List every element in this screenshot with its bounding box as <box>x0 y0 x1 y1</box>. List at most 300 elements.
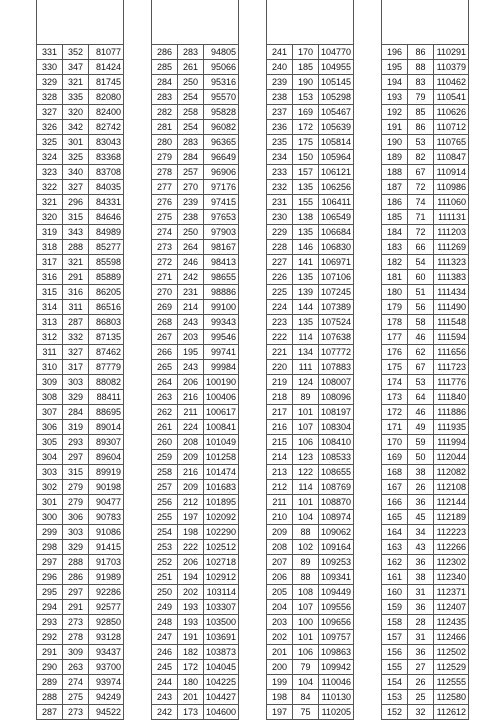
score-cell: 319 <box>37 225 63 240</box>
count-cell: 325 <box>63 150 89 165</box>
table-row <box>382 555 469 570</box>
cumulative-cell: 108655 <box>319 465 354 480</box>
cumulative-cell: 105639 <box>319 120 354 135</box>
score-cell: 215 <box>267 435 293 450</box>
table-row <box>267 165 354 180</box>
cumulative-cell: 111131 <box>434 210 469 225</box>
count-cell: 297 <box>63 585 89 600</box>
cumulative-cell: 93700 <box>89 660 124 675</box>
score-cell: 326 <box>37 120 63 135</box>
score-cell: 167 <box>382 480 408 495</box>
cumulative-cell: 89604 <box>89 450 124 465</box>
table-row <box>37 480 124 495</box>
table-row <box>267 360 354 375</box>
score-cell: 330 <box>37 60 63 75</box>
score-cell: 317 <box>37 255 63 270</box>
cumulative-cell: 112466 <box>434 630 469 645</box>
score-cell: 242 <box>152 705 178 720</box>
table-row <box>152 60 239 75</box>
score-cell: 177 <box>382 330 408 345</box>
table-row <box>152 450 239 465</box>
table-row <box>37 300 124 315</box>
table-row <box>382 45 469 60</box>
cumulative-cell: 99984 <box>204 360 239 375</box>
table-row <box>37 135 124 150</box>
score-cell: 252 <box>152 555 178 570</box>
count-cell: 170 <box>293 45 319 60</box>
count-cell: 274 <box>63 675 89 690</box>
score-cell: 276 <box>152 195 178 210</box>
table-row <box>37 525 124 540</box>
score-cell: 283 <box>152 90 178 105</box>
cumulative-cell: 97415 <box>204 195 239 210</box>
score-cell: 316 <box>37 270 63 285</box>
score-cell: 286 <box>152 45 178 60</box>
count-cell: 195 <box>178 345 204 360</box>
table-row <box>382 255 469 270</box>
count-cell: 303 <box>63 525 89 540</box>
cumulative-cell: 111548 <box>434 315 469 330</box>
cumulative-cell: 104427 <box>204 690 239 705</box>
score-cell: 331 <box>37 45 63 60</box>
cumulative-cell: 105298 <box>319 90 354 105</box>
table-row <box>267 330 354 345</box>
table-row <box>382 300 469 315</box>
score-cell: 312 <box>37 330 63 345</box>
table-row <box>152 225 239 240</box>
cumulative-cell: 108304 <box>319 420 354 435</box>
table-row <box>37 210 124 225</box>
score-cell: 315 <box>37 285 63 300</box>
count-cell: 352 <box>63 45 89 60</box>
cumulative-cell: 111723 <box>434 360 469 375</box>
count-cell: 320 <box>63 105 89 120</box>
score-table-2 <box>151 44 239 720</box>
count-cell: 347 <box>63 60 89 75</box>
count-cell: 31 <box>408 585 434 600</box>
table-row <box>37 615 124 630</box>
cumulative-cell: 108533 <box>319 450 354 465</box>
cumulative-cell: 111886 <box>434 405 469 420</box>
table-row <box>267 675 354 690</box>
count-cell: 62 <box>408 345 434 360</box>
score-cell: 246 <box>152 645 178 660</box>
table-row <box>267 405 354 420</box>
cumulative-cell: 108870 <box>319 495 354 510</box>
cumulative-cell: 82080 <box>89 90 124 105</box>
score-cell: 270 <box>152 285 178 300</box>
score-cell: 322 <box>37 180 63 195</box>
table-row <box>267 465 354 480</box>
table-row <box>382 165 469 180</box>
count-cell: 86 <box>408 45 434 60</box>
count-cell: 36 <box>408 495 434 510</box>
count-cell: 51 <box>408 285 434 300</box>
cumulative-cell: 88082 <box>89 375 124 390</box>
count-cell: 141 <box>293 255 319 270</box>
count-cell: 216 <box>178 465 204 480</box>
table-row <box>382 405 469 420</box>
count-cell: 231 <box>178 285 204 300</box>
cumulative-cell: 93437 <box>89 645 124 660</box>
count-cell: 45 <box>408 510 434 525</box>
score-cell: 243 <box>152 690 178 705</box>
table-row <box>37 660 124 675</box>
cumulative-cell: 101049 <box>204 435 239 450</box>
score-cell: 229 <box>267 225 293 240</box>
score-cell: 258 <box>152 465 178 480</box>
table-row <box>382 570 469 585</box>
cumulative-cell: 98655 <box>204 270 239 285</box>
count-cell: 332 <box>63 330 89 345</box>
cumulative-cell: 86803 <box>89 315 124 330</box>
count-cell: 329 <box>63 390 89 405</box>
table-row <box>152 300 239 315</box>
table-row <box>152 180 239 195</box>
count-cell: 26 <box>408 480 434 495</box>
count-cell: 53 <box>408 375 434 390</box>
table-row <box>37 225 124 240</box>
count-cell: 286 <box>63 570 89 585</box>
cumulative-cell: 110914 <box>434 165 469 180</box>
count-cell: 107 <box>293 420 319 435</box>
count-cell: 261 <box>178 60 204 75</box>
score-cell: 155 <box>382 660 408 675</box>
cumulative-cell: 108197 <box>319 405 354 420</box>
score-cell: 222 <box>267 330 293 345</box>
table-row <box>382 690 469 705</box>
score-cell: 303 <box>37 465 63 480</box>
count-cell: 278 <box>63 630 89 645</box>
score-cell: 162 <box>382 555 408 570</box>
count-cell: 135 <box>293 315 319 330</box>
count-cell: 150 <box>293 150 319 165</box>
cumulative-cell: 109656 <box>319 615 354 630</box>
cumulative-cell: 89307 <box>89 435 124 450</box>
score-cell: 180 <box>382 285 408 300</box>
count-cell: 134 <box>293 345 319 360</box>
cumulative-cell: 103691 <box>204 630 239 645</box>
score-cell: 163 <box>382 540 408 555</box>
score-cell: 161 <box>382 570 408 585</box>
cumulative-cell: 109942 <box>319 660 354 675</box>
count-cell: 101 <box>293 630 319 645</box>
score-cell: 296 <box>37 570 63 585</box>
table-row <box>382 525 469 540</box>
count-cell: 311 <box>63 300 89 315</box>
cumulative-cell: 88695 <box>89 405 124 420</box>
cumulative-cell: 112580 <box>434 690 469 705</box>
count-cell: 273 <box>63 615 89 630</box>
cumulative-cell: 91989 <box>89 570 124 585</box>
cumulative-cell: 106684 <box>319 225 354 240</box>
cumulative-cell: 101258 <box>204 450 239 465</box>
cumulative-cell: 111383 <box>434 270 469 285</box>
table-row <box>37 645 124 660</box>
score-cell: 182 <box>382 255 408 270</box>
count-cell: 66 <box>408 240 434 255</box>
cumulative-cell: 112555 <box>434 675 469 690</box>
score-cell: 245 <box>152 660 178 675</box>
count-cell: 153 <box>293 90 319 105</box>
score-cell: 158 <box>382 615 408 630</box>
count-cell: 106 <box>293 435 319 450</box>
cumulative-cell: 89014 <box>89 420 124 435</box>
cumulative-cell: 104955 <box>319 60 354 75</box>
score-cell: 294 <box>37 600 63 615</box>
table-row <box>382 120 469 135</box>
table-row <box>382 210 469 225</box>
count-cell: 169 <box>293 105 319 120</box>
table-row <box>37 120 124 135</box>
column-rule <box>151 0 152 44</box>
table-row <box>37 195 124 210</box>
cumulative-cell: 84646 <box>89 210 124 225</box>
cumulative-cell: 108410 <box>319 435 354 450</box>
table-row <box>37 45 124 60</box>
cumulative-cell: 106411 <box>319 195 354 210</box>
count-cell: 273 <box>63 705 89 720</box>
table-row <box>267 60 354 75</box>
count-cell: 67 <box>408 165 434 180</box>
table-row <box>37 90 124 105</box>
count-cell: 31 <box>408 630 434 645</box>
count-cell: 185 <box>293 60 319 75</box>
cumulative-cell: 112340 <box>434 570 469 585</box>
score-cell: 154 <box>382 675 408 690</box>
score-cell: 268 <box>152 315 178 330</box>
cumulative-cell: 82400 <box>89 105 124 120</box>
score-cell: 196 <box>382 45 408 60</box>
count-cell: 203 <box>178 330 204 345</box>
score-cell: 247 <box>152 630 178 645</box>
count-cell: 89 <box>293 555 319 570</box>
count-cell: 246 <box>178 255 204 270</box>
score-cell: 205 <box>267 585 293 600</box>
table-row <box>267 645 354 660</box>
cumulative-cell: 104600 <box>204 705 239 720</box>
score-cell: 306 <box>37 420 63 435</box>
table-row <box>152 420 239 435</box>
score-cell: 329 <box>37 75 63 90</box>
count-cell: 175 <box>293 135 319 150</box>
cumulative-cell: 112144 <box>434 495 469 510</box>
count-cell: 108 <box>293 585 319 600</box>
score-cell: 176 <box>382 345 408 360</box>
count-cell: 258 <box>178 105 204 120</box>
count-cell: 297 <box>63 450 89 465</box>
table-row <box>152 480 239 495</box>
score-cell: 206 <box>267 570 293 585</box>
table-row <box>267 570 354 585</box>
count-cell: 284 <box>63 405 89 420</box>
score-cell: 168 <box>382 465 408 480</box>
count-cell: 54 <box>408 255 434 270</box>
cumulative-cell: 90198 <box>89 480 124 495</box>
count-cell: 343 <box>63 225 89 240</box>
score-cell: 323 <box>37 165 63 180</box>
score-cell: 189 <box>382 150 408 165</box>
score-cell: 204 <box>267 600 293 615</box>
score-cell: 200 <box>267 660 293 675</box>
count-cell: 193 <box>178 615 204 630</box>
count-cell: 86 <box>408 120 434 135</box>
cumulative-cell: 110205 <box>319 705 354 720</box>
cumulative-cell: 90783 <box>89 510 124 525</box>
score-cell: 325 <box>37 135 63 150</box>
score-cell: 227 <box>267 255 293 270</box>
score-cell: 165 <box>382 510 408 525</box>
count-cell: 72 <box>408 225 434 240</box>
count-cell: 79 <box>293 660 319 675</box>
count-cell: 135 <box>293 180 319 195</box>
score-cell: 257 <box>152 480 178 495</box>
score-cell: 302 <box>37 480 63 495</box>
cumulative-cell: 112435 <box>434 615 469 630</box>
table-row <box>382 600 469 615</box>
table-row <box>382 615 469 630</box>
cumulative-cell: 96906 <box>204 165 239 180</box>
score-cell: 308 <box>37 390 63 405</box>
column-rule <box>353 0 354 44</box>
score-cell: 194 <box>382 75 408 90</box>
table-row <box>37 405 124 420</box>
table-row <box>267 435 354 450</box>
table-row <box>152 285 239 300</box>
score-cell: 281 <box>152 120 178 135</box>
count-cell: 222 <box>178 540 204 555</box>
score-cell: 157 <box>382 630 408 645</box>
score-cell: 172 <box>382 405 408 420</box>
cumulative-cell: 110291 <box>434 45 469 60</box>
count-cell: 58 <box>408 315 434 330</box>
score-cell: 254 <box>152 525 178 540</box>
cumulative-cell: 84035 <box>89 180 124 195</box>
cumulative-cell: 86205 <box>89 285 124 300</box>
table-row <box>267 120 354 135</box>
cumulative-cell: 104045 <box>204 660 239 675</box>
score-cell: 237 <box>267 105 293 120</box>
table-row <box>37 240 124 255</box>
count-cell: 88 <box>293 570 319 585</box>
table-row <box>152 555 239 570</box>
score-cell: 232 <box>267 180 293 195</box>
score-cell: 271 <box>152 270 178 285</box>
table-row <box>37 150 124 165</box>
count-cell: 306 <box>63 510 89 525</box>
cumulative-cell: 88411 <box>89 390 124 405</box>
cumulative-cell: 112223 <box>434 525 469 540</box>
table-row <box>382 435 469 450</box>
cumulative-cell: 109757 <box>319 630 354 645</box>
score-cell: 173 <box>382 390 408 405</box>
score-table-4 <box>381 44 469 720</box>
table-row <box>37 555 124 570</box>
table-row <box>152 105 239 120</box>
score-cell: 231 <box>267 195 293 210</box>
score-cell: 234 <box>267 150 293 165</box>
cumulative-cell: 106971 <box>319 255 354 270</box>
cumulative-cell: 96082 <box>204 120 239 135</box>
score-cell: 277 <box>152 180 178 195</box>
score-cell: 235 <box>267 135 293 150</box>
table-row <box>267 315 354 330</box>
score-cell: 159 <box>382 600 408 615</box>
cumulative-cell: 108096 <box>319 390 354 405</box>
count-cell: 254 <box>178 120 204 135</box>
score-cell: 248 <box>152 615 178 630</box>
table-row <box>37 360 124 375</box>
table-row <box>37 180 124 195</box>
cumulative-cell: 109556 <box>319 600 354 615</box>
count-cell: 321 <box>63 75 89 90</box>
table-row <box>267 375 354 390</box>
table-row <box>152 315 239 330</box>
table-row <box>37 330 124 345</box>
table-row <box>152 330 239 345</box>
cumulative-cell: 83368 <box>89 150 124 165</box>
cumulative-cell: 98413 <box>204 255 239 270</box>
cumulative-cell: 112529 <box>434 660 469 675</box>
table-row <box>267 705 354 720</box>
cumulative-cell: 95570 <box>204 90 239 105</box>
count-cell: 75 <box>293 705 319 720</box>
table-row <box>382 270 469 285</box>
table-row <box>152 690 239 705</box>
count-cell: 202 <box>178 585 204 600</box>
table-row <box>267 180 354 195</box>
count-cell: 264 <box>178 240 204 255</box>
table-row <box>152 195 239 210</box>
score-cell: 289 <box>37 675 63 690</box>
table-row <box>152 570 239 585</box>
table-row <box>267 555 354 570</box>
score-cell: 301 <box>37 495 63 510</box>
count-cell: 72 <box>408 180 434 195</box>
score-cell: 267 <box>152 330 178 345</box>
cumulative-cell: 110130 <box>319 690 354 705</box>
count-cell: 193 <box>178 600 204 615</box>
cumulative-cell: 106256 <box>319 180 354 195</box>
cumulative-cell: 105964 <box>319 150 354 165</box>
table-row <box>382 645 469 660</box>
table-row <box>152 585 239 600</box>
count-cell: 38 <box>408 465 434 480</box>
count-cell: 209 <box>178 480 204 495</box>
count-cell: 327 <box>63 180 89 195</box>
cumulative-cell: 107883 <box>319 360 354 375</box>
cumulative-cell: 92577 <box>89 600 124 615</box>
table-row <box>37 285 124 300</box>
score-cell: 299 <box>37 525 63 540</box>
score-cell: 269 <box>152 300 178 315</box>
cumulative-cell: 103114 <box>204 585 239 600</box>
score-cell: 216 <box>267 420 293 435</box>
count-cell: 155 <box>293 195 319 210</box>
count-cell: 224 <box>178 420 204 435</box>
score-cell: 192 <box>382 105 408 120</box>
score-cell: 210 <box>267 510 293 525</box>
table-row <box>37 390 124 405</box>
table-row <box>37 270 124 285</box>
table-row <box>152 45 239 60</box>
count-cell: 250 <box>178 225 204 240</box>
count-cell: 335 <box>63 90 89 105</box>
score-cell: 201 <box>267 645 293 660</box>
score-cell: 253 <box>152 540 178 555</box>
score-cell: 152 <box>382 705 408 720</box>
count-cell: 36 <box>408 600 434 615</box>
